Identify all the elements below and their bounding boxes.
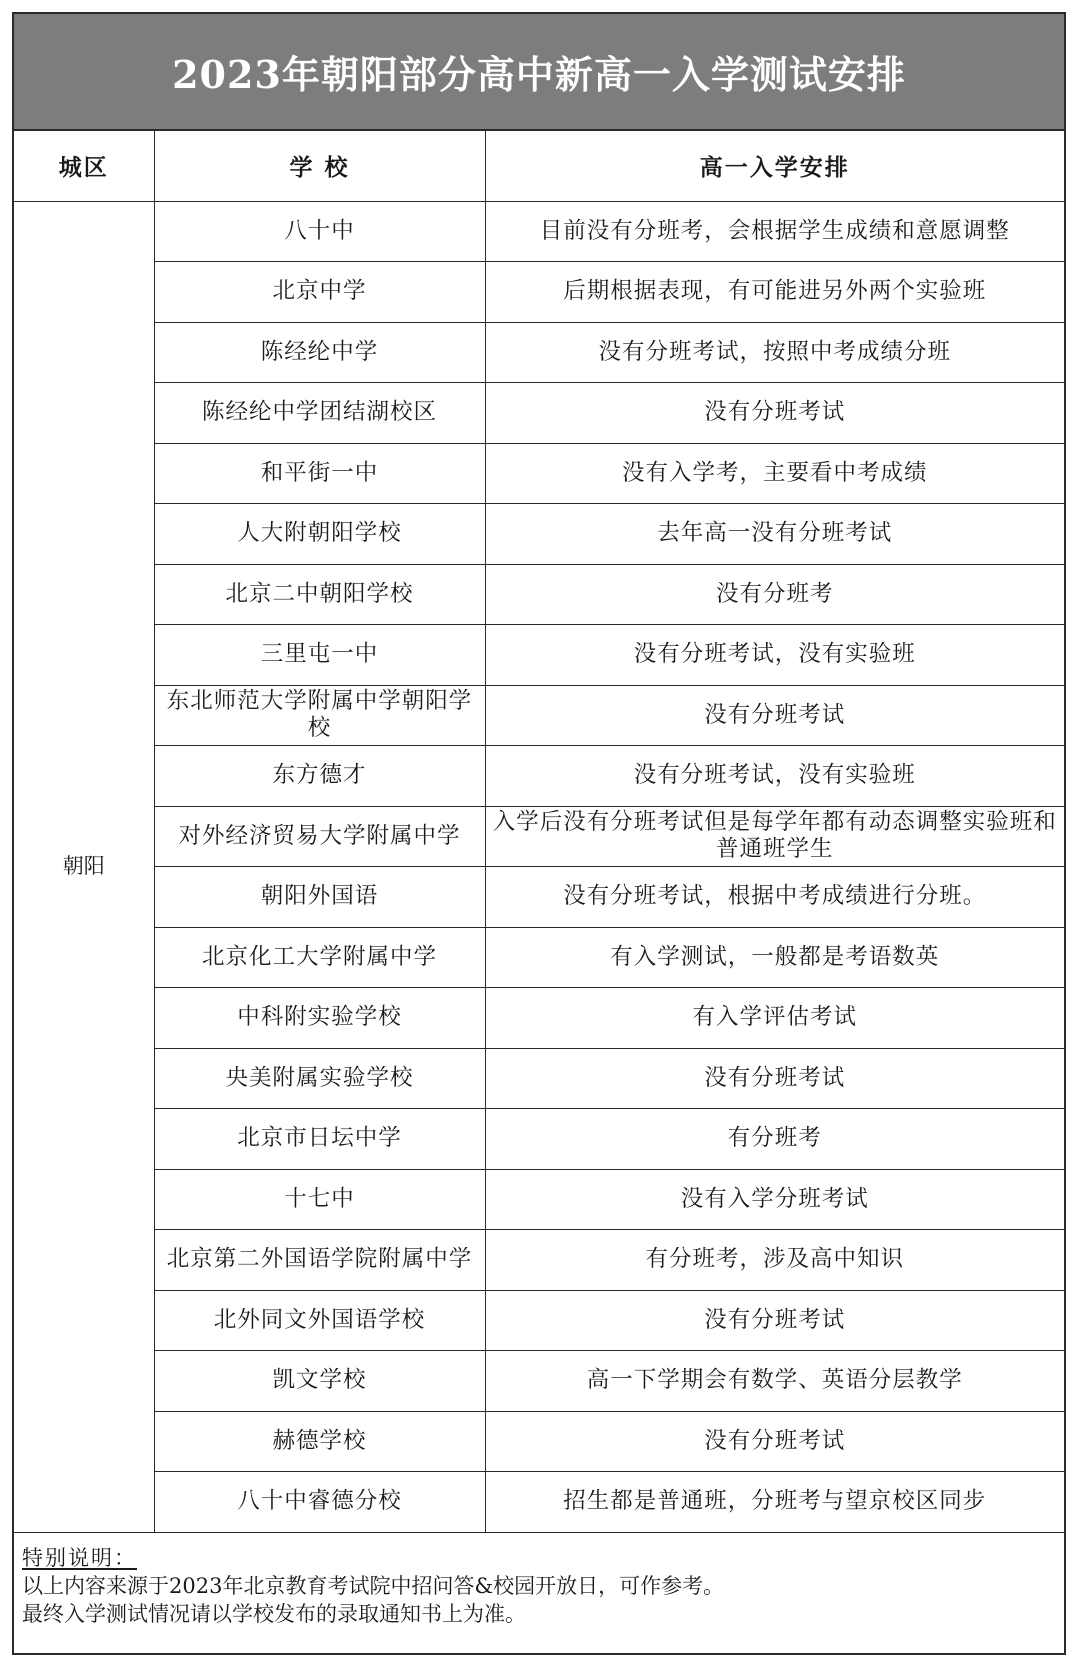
school-cell: 朝阳外国语 — [154, 867, 485, 928]
school-cell: 凯文学校 — [154, 1351, 485, 1412]
header-row — [14, 131, 1064, 201]
school-cell: 北京中学 — [154, 262, 485, 323]
table-row — [14, 322, 1064, 383]
school-cell: 北京二中朝阳学校 — [154, 564, 485, 625]
school-cell: 和平街一中 — [154, 443, 485, 504]
plan-cell: 去年高一没有分班考试 — [485, 504, 1064, 565]
plan-cell: 有分班考 — [485, 1109, 1064, 1170]
school-cell: 东方德才 — [154, 746, 485, 807]
school-cell: 陈经纶中学 — [154, 322, 485, 383]
school-cell: 中科附实验学校 — [154, 988, 485, 1049]
plan-cell: 没有分班考试，没有实验班 — [485, 746, 1064, 807]
plan-cell: 没有分班考试 — [485, 1290, 1064, 1351]
table-row — [14, 1109, 1064, 1170]
table-row — [14, 1048, 1064, 1109]
plan-cell: 没有分班考试 — [485, 685, 1064, 746]
plan-cell: 招生都是普通班，分班考与望京校区同步 — [485, 1472, 1064, 1533]
table-row — [14, 746, 1064, 807]
plan-cell: 后期根据表现，有可能进另外两个实验班 — [485, 262, 1064, 323]
school-cell: 北外同文外国语学校 — [154, 1290, 485, 1351]
plan-cell: 没有分班考试 — [485, 1048, 1064, 1109]
notes-heading: 特别说明： — [22, 1546, 137, 1570]
plan-cell: 没有分班考试，没有实验班 — [485, 625, 1064, 686]
plan-cell: 目前没有分班考，会根据学生成绩和意愿调整 — [485, 201, 1064, 262]
header-plan: 高一入学安排 — [485, 131, 1064, 201]
school-cell: 赫德学校 — [154, 1411, 485, 1472]
plan-cell: 有入学测试，一般都是考语数英 — [485, 927, 1064, 988]
plan-cell: 没有分班考试，按照中考成绩分班 — [485, 322, 1064, 383]
table-row — [14, 262, 1064, 323]
schedule-table — [14, 131, 1064, 1533]
table-row — [14, 383, 1064, 444]
table-row — [14, 625, 1064, 686]
table-row — [14, 1411, 1064, 1472]
plan-cell: 没有分班考 — [485, 564, 1064, 625]
header-district: 城区 — [14, 131, 154, 201]
table-row — [14, 1169, 1064, 1230]
header-school: 学 校 — [154, 131, 485, 201]
school-cell: 陈经纶中学团结湖校区 — [154, 383, 485, 444]
notes-line: 以上内容来源于2023年北京教育考试院中招问答&校园开放日，可作参考。 — [22, 1574, 725, 1598]
table-row — [14, 443, 1064, 504]
table-row — [14, 201, 1064, 262]
notes-section — [22, 1544, 1052, 1628]
plan-cell: 有分班考，涉及高中知识 — [485, 1230, 1064, 1291]
school-cell: 东北师范大学附属中学朝阳学校 — [154, 685, 485, 746]
school-cell: 八十中 — [154, 201, 485, 262]
table-row — [14, 1472, 1064, 1533]
school-cell: 北京市日坛中学 — [154, 1109, 485, 1170]
table-row — [14, 685, 1064, 746]
school-cell: 对外经济贸易大学附属中学 — [154, 806, 485, 867]
table-row — [14, 1351, 1064, 1412]
school-cell: 八十中睿德分校 — [154, 1472, 485, 1533]
school-cell: 十七中 — [154, 1169, 485, 1230]
school-cell: 北京化工大学附属中学 — [154, 927, 485, 988]
title-bar — [14, 14, 1064, 131]
table-row — [14, 1290, 1064, 1351]
plan-cell: 没有分班考试 — [485, 383, 1064, 444]
plan-cell: 有入学评估考试 — [485, 988, 1064, 1049]
school-cell: 三里屯一中 — [154, 625, 485, 686]
school-cell: 人大附朝阳学校 — [154, 504, 485, 565]
school-cell: 央美附属实验学校 — [154, 1048, 485, 1109]
table-row — [14, 927, 1064, 988]
plan-cell: 没有入学考，主要看中考成绩 — [485, 443, 1064, 504]
page-title: 2023年朝阳部分高中新高一入学测试安排 — [172, 52, 906, 97]
plan-cell: 高一下学期会有数学、英语分层教学 — [485, 1351, 1064, 1412]
table-row — [14, 564, 1064, 625]
plan-cell: 没有分班考试，根据中考成绩进行分班。 — [485, 867, 1064, 928]
notes-line: 最终入学测试情况请以学校发布的录取通知书上为准。 — [22, 1602, 526, 1626]
table-row — [14, 867, 1064, 928]
school-cell: 北京第二外国语学院附属中学 — [154, 1230, 485, 1291]
table-row — [14, 1230, 1064, 1291]
table-row — [14, 806, 1064, 867]
plan-cell: 没有分班考试 — [485, 1411, 1064, 1472]
schedule-sheet — [12, 12, 1066, 1655]
plan-cell: 入学后没有分班考试但是每学年都有动态调整实验班和普通班学生 — [485, 806, 1064, 867]
table-row — [14, 988, 1064, 1049]
plan-cell: 没有入学分班考试 — [485, 1169, 1064, 1230]
table-row — [14, 504, 1064, 565]
district-cell: 朝阳 — [14, 201, 154, 1532]
